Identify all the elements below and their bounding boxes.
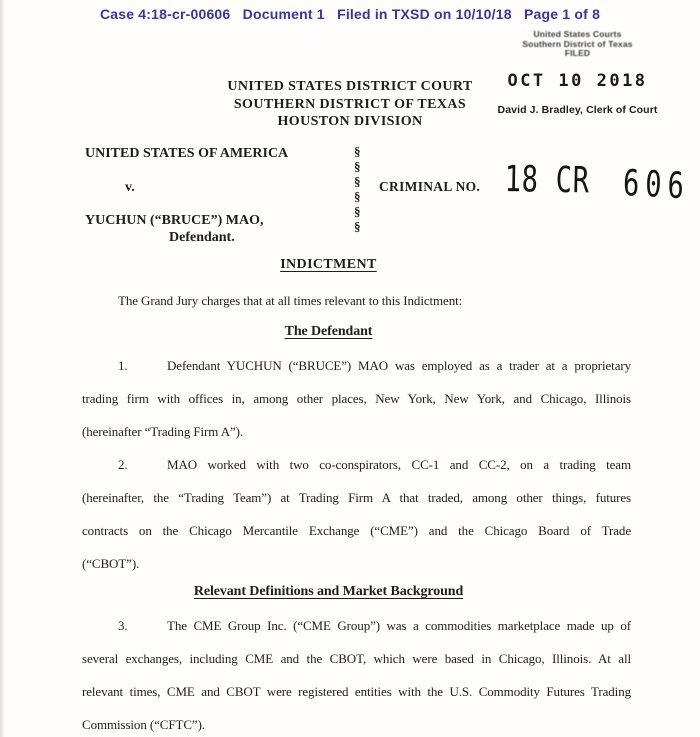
paragraph-number: 2. xyxy=(118,457,128,472)
handwritten-case-number xyxy=(504,159,691,208)
definitions-heading-text: Relevant Definitions and Market Background xyxy=(193,584,464,599)
stamp-filed-date: OCT 10 2018 xyxy=(507,70,648,91)
pdf-case-header: Case 4:18-cr-00606 Document 1 Filed in TXSD on 10/10/18 Page 1 of 8 xyxy=(99,6,601,22)
section-symbol: § xyxy=(354,174,361,189)
paragraph-text-line: relevant times, CME and CBOT were registered entities with the U.S. Commodity Futures Trading xyxy=(82,684,631,699)
paragraph-2 xyxy=(82,448,631,580)
defendant-section-heading xyxy=(82,322,631,342)
criminal-no-label: CRIMINAL NO. xyxy=(379,179,481,194)
paragraph-number: 3. xyxy=(118,618,128,633)
section-symbol: § xyxy=(354,219,361,234)
paragraph-text-line: (hereinafter, the “Trading Team”) at Trading Firm A that traded, among other things, futures xyxy=(82,490,631,505)
versus-label: v. xyxy=(125,180,135,195)
case-caption xyxy=(0,143,700,255)
stamp-court-name: United States Courts xyxy=(533,29,622,39)
case-number-digits: 606 xyxy=(622,162,691,208)
paragraph-line xyxy=(82,609,631,642)
court-title xyxy=(0,78,700,131)
paragraph-number: 1. xyxy=(118,358,128,373)
paragraph-text-line: several exchanges, including CME and the CBOT, which were based in Chicago, Illinois. At all xyxy=(82,651,631,666)
section-symbol-column xyxy=(354,144,361,234)
paragraph-3 xyxy=(82,609,631,737)
case-number-year-prefix: 18 CR xyxy=(504,159,591,202)
section-symbol: § xyxy=(354,159,361,174)
indictment-heading xyxy=(82,255,631,275)
caption-parties xyxy=(85,146,288,246)
section-symbol: § xyxy=(354,189,361,204)
plaintiff-name: UNITED STATES OF AMERICA xyxy=(85,146,289,161)
paragraph-1 xyxy=(82,349,631,448)
court-title-line1: UNITED STATES DISTRICT COURT xyxy=(227,79,473,94)
document-body xyxy=(82,249,631,737)
paragraph-text-line: Defendant YUCHUN (“BRUCE”) MAO was employed as a trader at a proprietary xyxy=(167,358,631,373)
paragraph-text-line: MAO worked with two co-conspirators, CC-1 and CC-2, on a trading team xyxy=(167,457,631,472)
section-symbol: § xyxy=(354,204,361,219)
court-title-line3: HOUSTON DIVISION xyxy=(277,114,423,129)
paragraph-text-line: contracts on the Chicago Mercantile Exchange (“CME”) and the Chicago Board of Trade xyxy=(82,523,631,538)
section-symbol: § xyxy=(354,144,361,159)
paragraph-text-line: Commission (“CFTC”). xyxy=(82,717,205,732)
court-title-line2: SOUTHERN DISTRICT OF TEXAS xyxy=(233,96,467,112)
defendant-label: Defendant. xyxy=(169,230,235,245)
paragraph-text-line: trading firm with offices in, among other places, New York, New York, and Chicago, Illinois xyxy=(82,391,631,406)
paragraph-line xyxy=(82,349,631,382)
stamp-filed-label: FILED xyxy=(564,48,591,58)
defendant-name: YUCHUN (“BRUCE”) MAO, xyxy=(85,213,264,228)
paragraph-line xyxy=(82,448,631,481)
stamp-clerk-signature: David J. Bradley, Clerk of Court xyxy=(497,103,658,116)
indictment-heading-text: INDICTMENT xyxy=(280,257,377,272)
stamp-district: Southern District of Texas xyxy=(522,38,633,49)
grand-jury-intro: The Grand Jury charges that at all times relevant to this Indictment: xyxy=(118,293,463,308)
paragraph-text-line: (“CBOT”). xyxy=(82,556,140,571)
definitions-section-heading xyxy=(82,582,631,602)
paragraph-text-line: (hereinafter “Trading Firm A”). xyxy=(82,424,244,439)
defendant-heading-text: The Defendant xyxy=(284,324,373,339)
paragraph-text-line: The CME Group Inc. (“CME Group”) was a commodities marketplace made up of xyxy=(167,618,631,633)
